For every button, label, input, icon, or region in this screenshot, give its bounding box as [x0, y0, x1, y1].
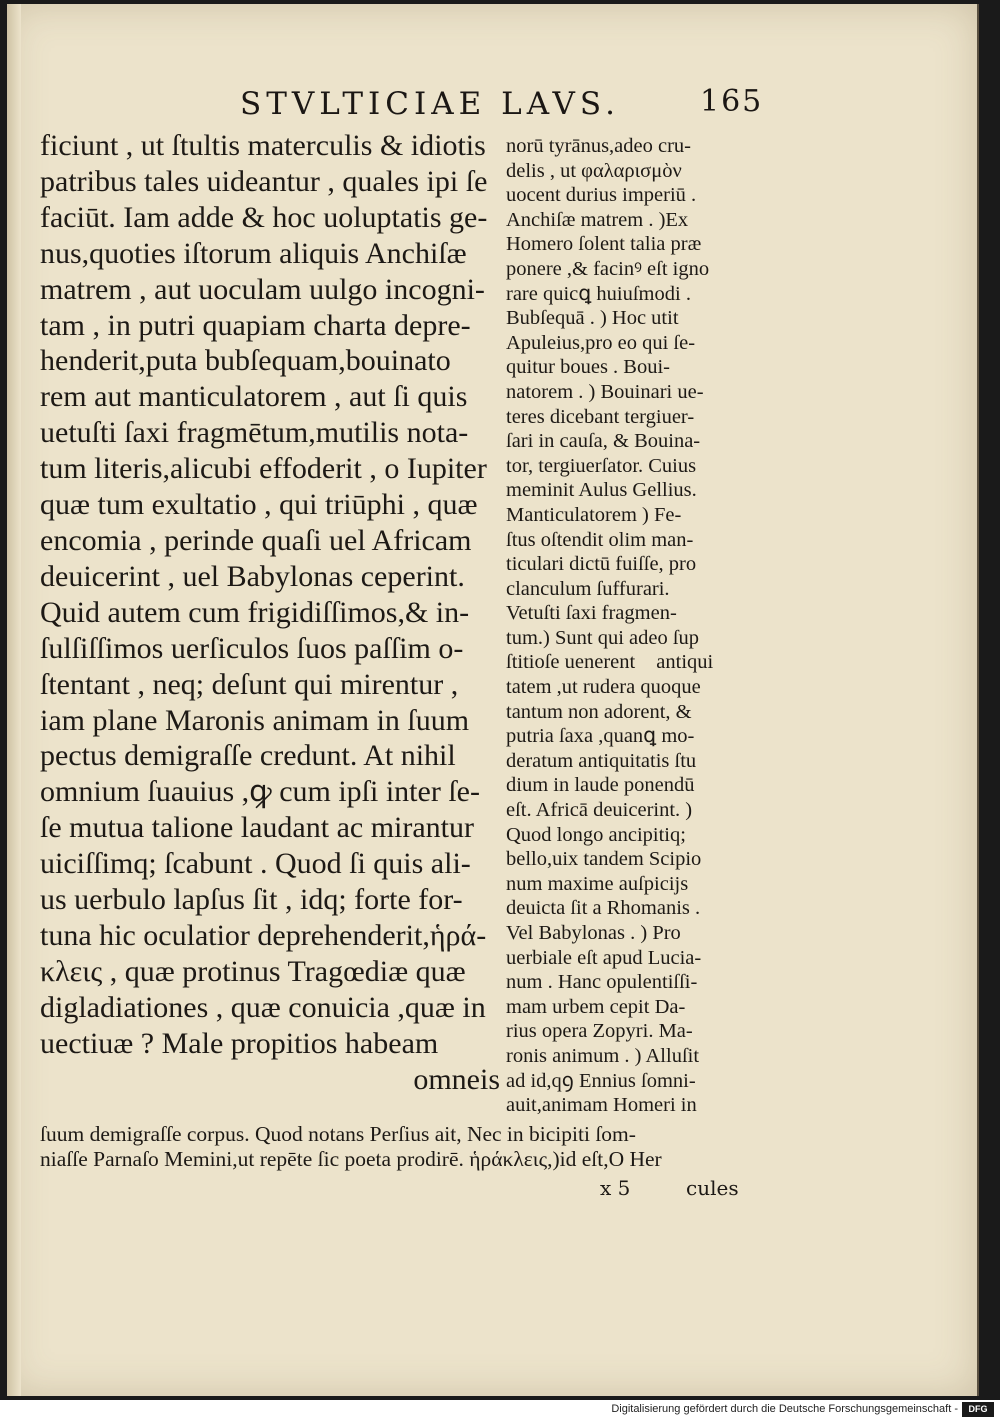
marginal-note-line: norū tyrānus,adeo cru- — [506, 135, 692, 157]
main-text-line: uetuſti ſaxi fragmētum,mutilis nota- — [40, 416, 469, 450]
marginal-note-line: ad id,qꝯ Ennius ſomni- — [506, 1069, 696, 1092]
main-text-line: nus,quoties iſtorum aliquis Anchiſæ — [40, 236, 467, 270]
marginal-note-line: dium in laude ponendū — [506, 774, 695, 797]
main-text-line: encomia , perinde quaſi uel Africam — [40, 523, 472, 557]
main-text-line: digladiationes , quæ conuicia ,quæ in — [40, 990, 486, 1024]
main-text-line: ſulſiſſimos uerſiculos ſuos paſſim o- — [40, 631, 464, 665]
marginal-note-line: uerbiale eſt apud Lucia- — [506, 946, 702, 969]
marginal-note-line: Anchiſæ matrem . )Ex — [506, 208, 689, 231]
full-width-line: ſuum demigraſſe corpus. Quod notans Perſius ait, Nec in bicipiti ſom- — [40, 1122, 636, 1146]
signature-mark: x 5 — [600, 1176, 631, 1200]
marginal-note-line: putria ſaxa ,quanꝗ mo- — [506, 725, 695, 748]
main-text-line: patribus tales uideantur , quales ipi ſe — [40, 164, 488, 198]
marginal-note-line: natorem . ) Bouinari ue- — [506, 380, 704, 403]
marginal-note-line: rare quicꝗ huiuſmodi . — [506, 282, 691, 305]
main-text-line: uiciſſimq; ſcabunt . Quod ſi quis ali- — [40, 847, 471, 881]
folio-number: 165 — [700, 84, 764, 119]
catchword: cules — [686, 1176, 739, 1200]
marginal-note-line: Homero ſolent talia præ — [506, 233, 702, 256]
main-text-line: ficiunt , ut ſtultis materculis & idiotis — [40, 129, 486, 162]
main-text-line: iam plane Maronis animam in ſuum — [40, 703, 470, 737]
page-gutter-edge — [7, 4, 21, 1396]
marginal-note-line: num . Hanc opulentiſſi- — [506, 971, 698, 994]
main-text-line: rem aut manticulatorem , aut ſi quis — [40, 380, 468, 414]
marginal-note-line: ronis animum . ) Alluſit — [506, 1044, 700, 1067]
marginal-note-line: tor, tergiuerſator. Cuius — [506, 454, 697, 477]
full-width-note-block — [40, 1122, 770, 1172]
marginal-note-line: ticulari dictū fuiſſe, pro — [506, 553, 697, 576]
marginal-note-line: delis , ut φαλαρισμὸν — [506, 159, 682, 182]
main-text-line: pectus demigraſſe credunt. At nihil — [40, 739, 456, 773]
dfg-logo: DFG — [962, 1402, 994, 1417]
main-text-line: tum literis,alicubi effoderit , o Iupiter — [40, 452, 487, 486]
main-text-line: us uerbulo lapſus ſit , idq; forte for- — [40, 883, 463, 917]
marginal-note-line: Apuleius,pro eo qui ſe- — [506, 331, 696, 354]
marginal-note-line: ſtus oſtendit olim man- — [506, 528, 694, 551]
marginal-note-line: Quod longo ancipitiq; — [506, 823, 686, 846]
marginal-note-line: rius opera Zopyri. Ma- — [506, 1020, 693, 1043]
marginal-note-line: ſari in cauſa, & Bouina- — [506, 430, 701, 453]
marginal-note-line: Manticulatorem ) Fe- — [506, 503, 682, 526]
main-text-line: quæ tum exultatio , qui triūphi , quæ — [40, 488, 478, 522]
marginal-note-line: tantum non adorent, & — [506, 700, 692, 723]
marginal-note-line: deratum antiquitatis ſtu — [506, 749, 697, 772]
marginal-note-line: ſtitioſe uenerentᷣ antiqui — [506, 651, 714, 674]
main-text-line: tuna hic oculatior deprehenderit,ἡρά- — [40, 918, 487, 952]
main-text-line: deuicerint , uel Babylonas ceperint. — [40, 559, 465, 593]
marginal-note-line: bello,uix tandem Scipio — [506, 848, 702, 871]
main-text-line: omneis — [413, 1062, 500, 1096]
marginal-note-line: teres dicebant tergiuer- — [506, 405, 695, 428]
main-text-line: ſe mutua talione laudant ac mirantur — [40, 811, 475, 845]
main-text-line: matrem , aut uoculam uulgo incogni- — [40, 272, 485, 306]
marginal-note-line: ponere ,& facinꝰ eſt igno — [506, 257, 710, 280]
marginal-notes-column — [506, 134, 754, 1118]
marginal-note-line: Vel Babylonas . ) Pro — [506, 922, 681, 944]
main-text-line: κλεις , quæ protinus Tragœdiæ quæ — [40, 954, 466, 988]
main-text-line: faciūt. Iam adde & hoc uoluptatis ge- — [40, 200, 488, 234]
full-width-line: niaſſe Parnaſo Memini,ut repēte ſic poeta prodirē. ἡράκλεις,)id eſt,O Her — [40, 1147, 662, 1171]
main-text-line: uectiuæ ? Male propitios habeam — [40, 1026, 439, 1060]
marginal-note-line: mam urbem cepit Da- — [506, 995, 686, 1018]
marginal-note-line: Vetuſti ſaxi fragmen- — [506, 602, 677, 625]
marginal-note-line: Bubſequā . ) Hoc utitᷣ — [506, 307, 695, 330]
main-text-line: Quid autem cum frigidiſſimos,& in- — [40, 595, 470, 629]
running-head: STVLTICIAE LAVS. — [240, 86, 620, 122]
marginal-note-line: meminit Aulus Gellius. — [506, 479, 697, 502]
main-text-line: henderit,puta bubſequam,bouinato — [40, 344, 451, 378]
main-text-column — [40, 128, 500, 1097]
funding-credit: Digitalisierung gefördert durch die Deutsche Forschungsgemeinschaft - — [611, 1403, 958, 1415]
digitization-footer — [0, 1400, 1000, 1420]
marginal-note-line: eſt. Africā deuicerint. ) — [506, 799, 693, 822]
main-text-line: tam , in putri quapiam charta depre- — [40, 308, 471, 342]
marginal-note-line: tatem ,ut rudera quoque — [506, 676, 701, 699]
marginal-note-line: clanculum ſuffurari. — [506, 577, 670, 600]
main-text-line: omnium ſuauius ,ꝙ cum ipſi inter ſe- — [40, 775, 480, 809]
main-text-line: ſtentant , neq; deſunt qui mirentur , — [40, 667, 459, 701]
marginal-note-line: uocent durius imperiū . — [506, 184, 697, 207]
marginal-note-line: tum.) Sunt qui adeo ſup — [506, 626, 700, 649]
marginal-note-line: auit,animam Homeri in — [506, 1094, 697, 1117]
marginal-note-line: deuicta ſit a Rhomanis . — [506, 897, 701, 920]
marginal-note-line: num maxime auſpicijs — [506, 872, 689, 895]
marginal-note-line: quitur boues . Boui- — [506, 356, 670, 379]
